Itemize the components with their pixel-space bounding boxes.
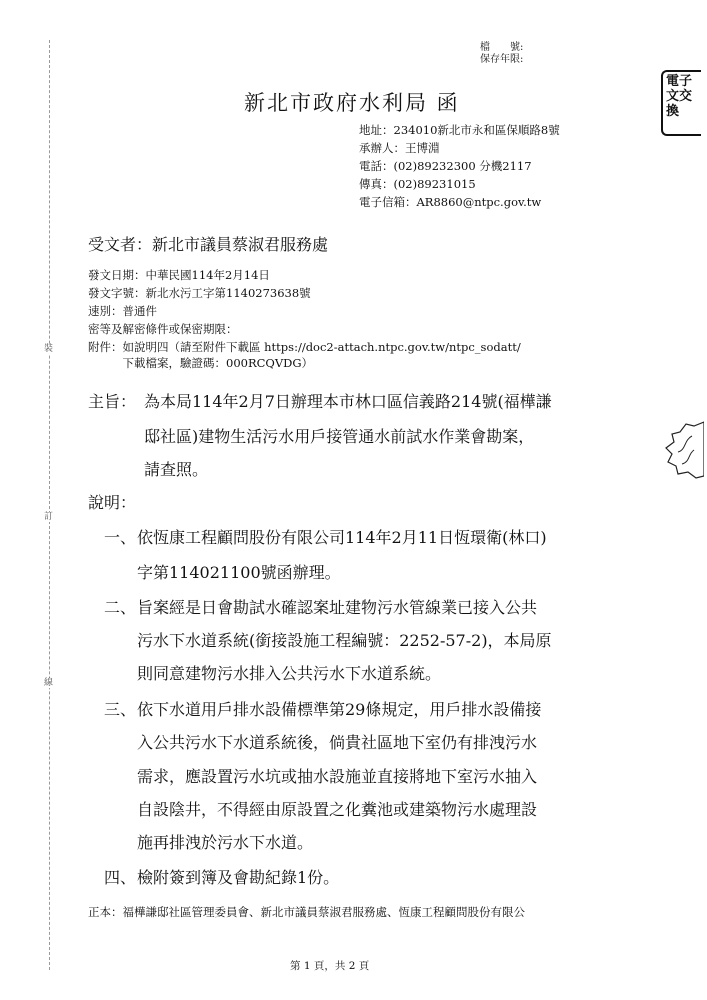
subject-label: 主旨： [88,392,137,411]
explanation-label: 說明： [88,493,137,512]
item-3-line-3: 需求，應設置污水坑或抽水設施並直接將地下室污水抽入 [137,767,538,786]
contact-fax: 傳真：(02)89231015 [359,177,476,191]
item-3-line-2: 入公共污水下水道系統後，倘貴社區地下室仍有排洩污水 [137,733,538,752]
item-3-line-4: 自設陰井，不得經由原設置之化糞池或建築物污水處理設 [137,800,538,819]
seal-fragment-icon [664,420,704,480]
item-2-line-2: 污水下水道系統(銜接設施工程編號：2252-57-2)，本局原 [137,631,552,650]
item-4-line-1: 檢附簽到簿及會勘紀錄1份。 [137,868,340,887]
item-3-line-5: 施再排洩於污水下水道。 [137,833,314,852]
item-3-line-1: 依下水道用戶排水設備標準第29條規定，用戶排水設備接 [137,700,542,719]
document-number: 發文字號：新北水污工字第1140273638號 [88,286,311,300]
item-3-number: 三、 [104,700,137,719]
contact-email: 電子信箱：AR8860@ntpc.gov.tw [359,195,542,209]
document-title: 新北市政府水利局 函 [244,91,460,115]
item-2-number: 二、 [104,598,137,617]
urgency: 速別：普通件 [88,304,157,318]
e-exchange-stamp [661,70,701,136]
subject-line-2: 邸社區)建物生活污水用戶接管通水前試水作業會勘案， [144,427,535,446]
subject-line-1: 為本局114年2月7日辦理本市林口區信義路214號(福樺謙 [144,392,552,411]
binding-mark-ding: 訂 [44,512,54,522]
item-4-number: 四、 [104,868,137,887]
stamp-line-1: 電子 [666,74,693,89]
stamp-line-3: 換 [666,104,680,119]
contact-address: 地址：234010新北市永和區保順路8號 [359,123,560,137]
item-1-line-2: 字第114021100號函辦理。 [137,563,341,582]
item-1-line-1: 依恆康工程顧問股份有限公司114年2月11日恆環衛(林口) [137,528,547,547]
contact-phone: 電話：(02)89232300 分機2117 [359,159,532,173]
file-number-label: 檔 號: [480,42,524,53]
attachment-line-1: 附件：如說明四（請至附件下載區 https://doc2-attach.ntpc.gov.tw/ntpc_sodatt/ [88,340,521,354]
binding-mark-xian: 線 [44,678,54,688]
page-footer: 第 1 頁，共 2 頁 [290,960,370,972]
item-1-number: 一、 [104,528,137,547]
retention-period-label: 保存年限: [480,54,524,65]
contact-handler: 承辦人：王博淵 [359,141,440,155]
issue-date: 發文日期：中華民國114年2月14日 [88,268,270,282]
attachment-line-2: 下載檔案，驗證碼：000RCQVDG） [88,356,314,370]
item-2-line-3: 則同意建物污水排入公共污水下水道系統。 [137,664,442,683]
binding-line [49,40,50,970]
recipient: 受文者：新北市議員蔡淑君服務處 [88,235,329,254]
subject-line-3: 請查照。 [144,460,209,479]
binding-mark-zhuang: 裝 [44,344,54,354]
confidentiality: 密等及解密條件或保密期限： [88,322,238,336]
stamp-line-2: 文交 [666,89,693,104]
item-2-line-1: 旨案經是日會勘試水確認案址建物污水管線業已接入公共 [137,598,538,617]
original-recipients: 正本：福樺謙邸社區管理委員會、新北市議員蔡淑君服務處、恆康工程顧問股份有限公 [88,905,525,919]
